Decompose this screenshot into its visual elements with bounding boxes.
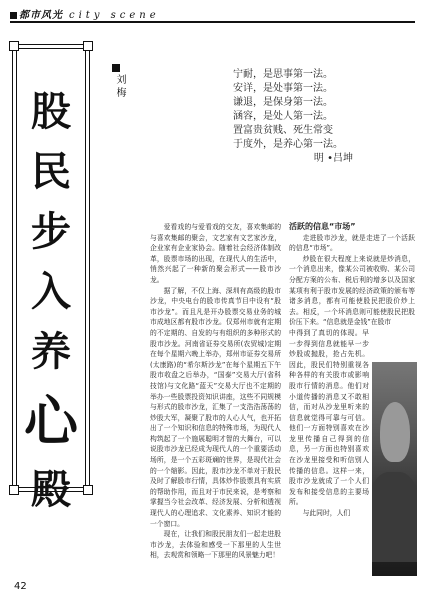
paragraph: 爱看戏的与爱看戏的交友，喜欢集邮的与喜欢集邮的聚会，文艺家有文艺家沙龙，企业家有企业家协会。随着社会经济体制改革，股票市场的出现，在现代人的生活中，悄然兴起了一种新的聚会形式——股市沙龙。 xyxy=(150,223,281,284)
epigraph-line: 谦退，是保身第一法。 xyxy=(233,97,333,108)
title-char: 养 xyxy=(31,328,71,375)
photo xyxy=(372,362,417,576)
section-subheading: 活跃的信息“市场” xyxy=(289,222,356,231)
section-english: city scene xyxy=(69,10,160,21)
title-char: 股 xyxy=(31,88,71,135)
paragraph: 据了解，不仅上海、深圳有高级的股市沙龙，中央电台的股市传真节目中设有“股市沙龙”。而且凡是开办股票交易业务的城市成地区都有股市沙龙。仅郑州市就有定期的不定期的、自发的与有组织的多种形式的股市沙龙。河南省证券交易所(农贸城)定期在每个星期六晚上举办，郑州市证券交易所(太康路)的“希尔斯沙龙”在每个星期五下午股市收盘之后举办，“国泰”交易大厅(省科技馆)与文化路“蓝天”交易大厅也不定期的举办一些股票投资知识讲座，这些不同规模与形式的股市沙龙，汇集了一支浩浩荡荡的炒股大军，凝聚了股市的人心人气，也开拓出了一个知识和信息的特殊市场，为现代人构筑起了一个施展聪明才智的大舞台，可以说股市沙龙已经成为现代人的一个重要活动场所，是一个五彩斑斓的世界，是现代社会的一个缩影。因此，股市沙龙不单对于股民及时了解股市行情，具体炒作股票具有实质的帮助作用，而且对于市民来说，是考察和掌握当今社会改革、经济发展、分析和透视现代人的心理追求、文化素养、知识才能的一个窗口。 xyxy=(150,286,281,528)
section-name: 都市风光 xyxy=(19,10,63,21)
epigraph-source: 明 •吕坤 xyxy=(313,153,353,164)
epigraph-line: 涵容，是处人第一法。 xyxy=(233,111,333,122)
title-char: 民 xyxy=(31,148,71,195)
paragraph: 中得到了真切的体现。早一步得到信息就能早一步炒股或抛股，抢占先机。因此，股民们特别重视各种各样的有关股市或影响股市行情的消息。他们对小道传播的消息又不敢相信，而对从沙龙里听来的信息就觉得可靠与可信。他们一方面特别喜欢在沙龙里传播自己得到的信息，另一方面也特别喜欢在沙龙里接受和听信别人传播的信息。这样一来，股市沙龙就成了一个人们发布和接受信息的主要场所。 xyxy=(289,328,369,507)
paragraph: 与此同时，人们 xyxy=(302,509,351,518)
photo-figure-head xyxy=(380,402,410,462)
header-rule xyxy=(10,21,415,23)
epigraph-line: 于度外，是养心第一法。 xyxy=(233,139,343,150)
paragraph: 炒股在很大程度上来说就是炒消息，一个消息出来，像某公司被收购、某公司分配方案的公布、税后利的增多以及国家某项有利于股市发展的经济政策的颁布等诸多消息，都有可能使股民把股价炒上去。相反，一个坏消息则可能使股民把股价压下来。“信息就是金钱”在股市 xyxy=(289,254,415,327)
page-number: 42 xyxy=(14,581,27,592)
paragraph: 现在，让我们和股民朋友们一起走进股市沙龙，去体验和感受一下那里的人生世相，去观赏和领略一下那里的风景魅力吧！ xyxy=(150,530,281,560)
square-bullet-icon xyxy=(10,12,17,19)
epigraph-line: 置富贵贫贱、死生常变 xyxy=(233,125,333,136)
paragraph: 走进股市沙龙，就是走进了一个活跃的信息“市场”。 xyxy=(289,233,415,253)
author-byline xyxy=(112,64,124,100)
frame-corner xyxy=(9,41,19,51)
epigraph-line: 宁耐，是思事第一法。 xyxy=(233,69,333,80)
photo-figure-body xyxy=(372,472,417,562)
title-char: 殿 xyxy=(31,466,71,513)
frame-corner xyxy=(83,41,93,51)
article-title xyxy=(12,82,90,520)
body-column-1 xyxy=(150,222,281,561)
title-frame xyxy=(12,44,90,513)
epigraph xyxy=(233,68,353,166)
title-char: 步 xyxy=(31,208,71,255)
author-name: 刘梅 xyxy=(114,74,125,100)
section-header xyxy=(10,6,160,21)
epigraph-line: 安详，是处事第一法。 xyxy=(233,83,333,94)
square-bullet-icon xyxy=(112,64,120,72)
title-char-emphasis: 心 xyxy=(24,389,78,453)
title-char: 入 xyxy=(31,268,71,315)
